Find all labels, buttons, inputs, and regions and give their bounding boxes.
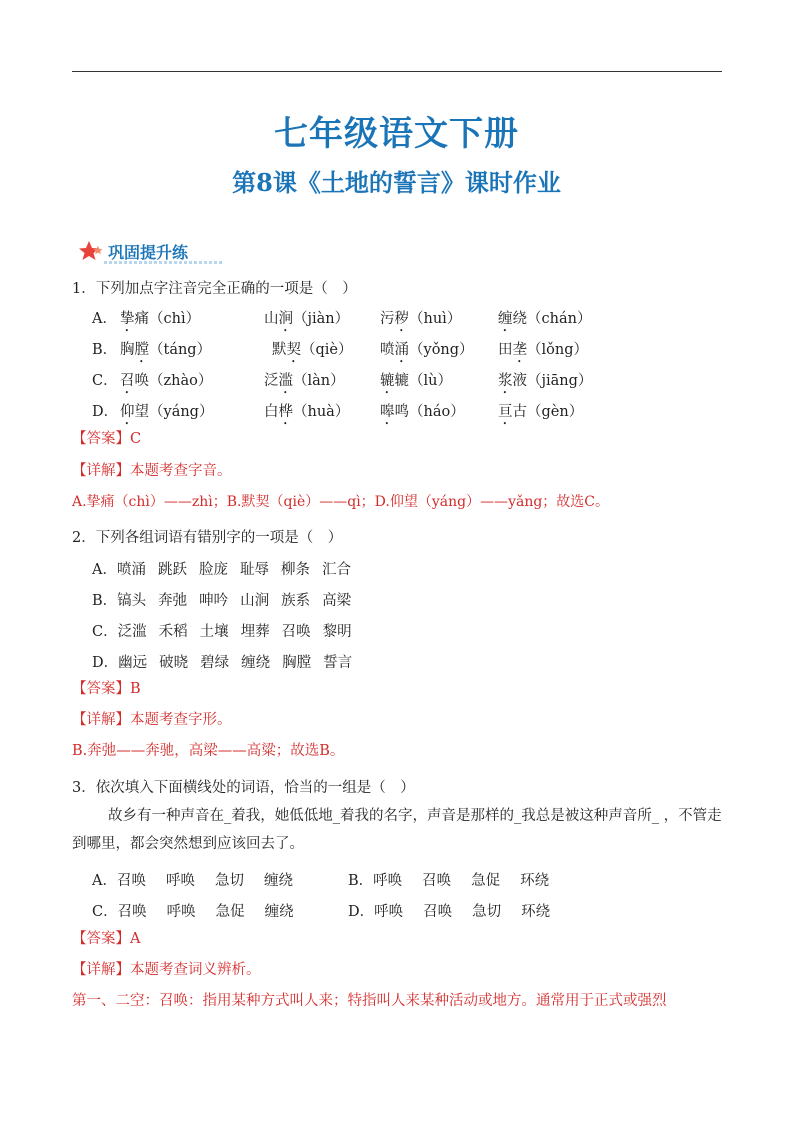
option-word: 召唤 <box>281 624 311 640</box>
option-word: 碧绿 <box>200 655 230 671</box>
option-word: 环绕 <box>520 873 550 889</box>
option-item: 召唤（zhào） <box>120 373 213 389</box>
star-icon <box>78 240 104 262</box>
q3-answer: 【答案】A <box>72 931 141 947</box>
dotted-char: 秽 <box>394 311 409 327</box>
option-item: 山涧（jiàn） <box>264 311 350 327</box>
option-letter: D． <box>348 904 375 920</box>
q3-option-b <box>348 871 549 891</box>
option-word: 呼唤 <box>374 904 404 920</box>
q3-option-d <box>348 902 550 922</box>
q2-explain: 【详解】本题考查字形。 <box>72 712 232 728</box>
q1-option-c <box>92 371 732 391</box>
option-word: 奔弛 <box>158 593 188 609</box>
option-letter: A． <box>92 311 117 327</box>
option-item: 污秽（huì） <box>380 311 462 327</box>
option-letter: D． <box>92 404 119 420</box>
q2-option-c <box>92 622 352 642</box>
option-item: 嗥鸣（háo） <box>380 404 465 420</box>
dotted-char: 浆 <box>498 373 513 389</box>
option-word: 召唤 <box>422 873 452 889</box>
option-word: 耻辱 <box>239 562 269 578</box>
option-word: 急切 <box>214 873 244 889</box>
option-item: 喷涌（yǒng） <box>380 342 474 358</box>
option-item: 默契（qiè） <box>272 342 353 358</box>
dotted-char: 召 <box>120 373 135 389</box>
q3-explain: 【详解】本题考查词义辨析。 <box>72 962 261 978</box>
option-item: 亘古（gèn） <box>498 404 584 420</box>
dotted-char: 滥 <box>278 373 293 389</box>
dotted-char: 涧 <box>278 311 293 327</box>
option-word: 高梁 <box>322 593 352 609</box>
option-word: 呼唤 <box>373 873 403 889</box>
option-word: 缠绕 <box>264 904 294 920</box>
option-letter: B． <box>348 873 374 889</box>
option-item: 辘辘（lù） <box>380 373 452 389</box>
q2-detail: B.奔弛——奔驰，高梁——高粱；故选B。 <box>72 743 345 759</box>
option-word: 脸庞 <box>198 562 228 578</box>
option-word: 泛滥 <box>117 624 147 640</box>
q2-option-b <box>92 591 351 611</box>
q2-answer: 【答案】B <box>72 681 141 697</box>
q3-detail: 第一、二空：召唤：指用某种方式叫人来；特指叫人来某种活动或地方。通常用于正式或强烈 <box>72 993 667 1009</box>
q1-stem: 1．下列加点字注音完全正确的一项是（ ） <box>72 281 357 297</box>
dotted-char: 膛 <box>134 342 149 358</box>
header-rule <box>72 71 722 72</box>
option-letter: B． <box>92 593 118 609</box>
option-letter: A． <box>92 562 117 578</box>
option-item: 白桦（huà） <box>264 404 350 420</box>
dotted-char: 嗥 <box>380 404 395 420</box>
section-header <box>78 239 188 263</box>
option-word: 柳条 <box>280 562 310 578</box>
option-word: 山涧 <box>240 593 270 609</box>
option-item: 泛滥（làn） <box>264 373 345 389</box>
q1-answer: 【答案】C <box>72 431 142 447</box>
option-item: 缠绕（chán） <box>498 311 592 327</box>
dotted-char: 挚 <box>120 311 135 327</box>
dotted-char: 缠 <box>498 311 513 327</box>
q2-stem: 2．下列各组词语有错别字的一项是（ ） <box>72 530 343 546</box>
q1-option-d <box>92 402 732 422</box>
q1-option-a <box>92 309 732 329</box>
option-letter: C． <box>92 904 118 920</box>
dotted-char: 契 <box>286 342 301 358</box>
dotted-char: 辘 <box>380 373 395 389</box>
q1-option-b <box>92 340 732 360</box>
q2-option-d <box>92 653 352 673</box>
option-word: 土壤 <box>199 624 229 640</box>
option-word: 族系 <box>281 593 311 609</box>
q2-option-a <box>92 560 351 580</box>
option-word: 呼唤 <box>165 873 195 889</box>
option-word: 急切 <box>472 904 502 920</box>
q3-passage: 故乡有一种声音在_着我，她低低地_着我的名字，声音是那样的_我总是被这种声音所_ ，不管走到哪里，都会突然想到应该回去了。 <box>72 808 722 852</box>
page-subtitle: 第8课《土地的誓言》课时作业 <box>232 168 561 197</box>
page-title: 七年级语文下册 <box>274 114 519 154</box>
dotted-char: 桦 <box>278 404 293 420</box>
option-word: 幽远 <box>118 655 148 671</box>
option-word: 呻吟 <box>199 593 229 609</box>
option-word: 禾稻 <box>158 624 188 640</box>
option-word: 召唤 <box>117 904 147 920</box>
section-label: 巩固提升练 <box>108 242 189 262</box>
option-word: 跳跃 <box>157 562 187 578</box>
dotted-char: 仰 <box>120 404 135 420</box>
option-word: 黎明 <box>322 624 352 640</box>
option-word: 誓言 <box>323 655 353 671</box>
option-word: 呼唤 <box>166 904 196 920</box>
option-word: 急促 <box>471 873 501 889</box>
option-word: 缠绕 <box>241 655 271 671</box>
option-word: 召唤 <box>423 904 453 920</box>
option-letter: C． <box>92 373 118 389</box>
section-underline <box>104 261 222 264</box>
q3-option-c <box>92 902 294 922</box>
option-item: 浆液（jiāng） <box>498 373 593 389</box>
option-word: 召唤 <box>116 873 146 889</box>
option-word: 镐头 <box>117 593 147 609</box>
option-word: 埋葬 <box>240 624 270 640</box>
dotted-char: 垄 <box>512 342 527 358</box>
option-word: 胸膛 <box>282 655 312 671</box>
option-letter: B． <box>92 342 118 358</box>
option-letter: A． <box>92 873 117 889</box>
option-letter: C． <box>92 624 118 640</box>
option-item: 挚痛（chì） <box>120 311 201 327</box>
option-word: 破晓 <box>159 655 189 671</box>
q3-option-a <box>92 871 293 891</box>
option-word: 环绕 <box>521 904 551 920</box>
option-word: 汇合 <box>321 562 351 578</box>
dotted-char: 亘 <box>498 404 513 420</box>
q1-explain: 【详解】本题考查字音。 <box>72 463 232 479</box>
option-word: 急促 <box>215 904 245 920</box>
option-item: 仰望（yáng） <box>120 404 214 420</box>
option-word: 喷涌 <box>116 562 146 578</box>
option-item: 胸膛（táng） <box>120 342 212 358</box>
option-word: 缠绕 <box>263 873 293 889</box>
q1-detail: A.挚痛（chì）——zhì；B.默契（qiè）——qì；D.仰望（yáng）——yǎng；故选C。 <box>72 494 610 510</box>
option-letter: D． <box>92 655 119 671</box>
dotted-char: 涌 <box>394 342 409 358</box>
option-item: 田垄（lǒng） <box>498 342 588 358</box>
q3-stem: 3．依次填入下面横线处的词语，恰当的一组是（ ） <box>72 780 415 796</box>
